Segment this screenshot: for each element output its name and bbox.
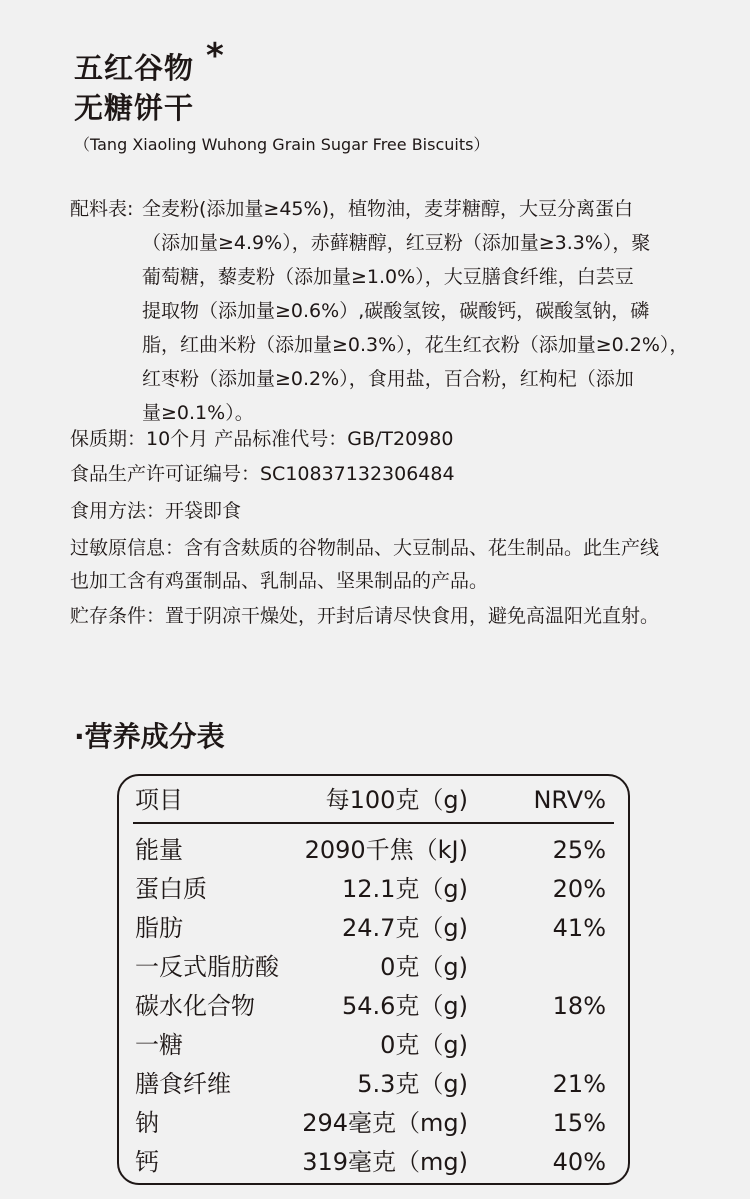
nutrition-table (117, 774, 630, 1185)
nutrient-value: 2090千焦（kJ) (304, 836, 468, 864)
storage-line: 贮存条件：置于阴凉干燥处，开封后请尽快食用，避免高温阳光直射。 (70, 605, 660, 627)
nutrient-name: 能量 (135, 836, 183, 864)
nutrient-nrv: 18% (552, 992, 606, 1020)
nutrient-name: 钠 (135, 1109, 159, 1137)
nutrient-nrv: 41% (552, 914, 606, 942)
ingredients-text (142, 192, 689, 430)
nutrient-name: 钙 (135, 1148, 159, 1176)
nutrient-value: 0克（g) (380, 953, 468, 981)
nutrient-nrv: 20% (552, 875, 606, 903)
ingredients-line: 脂，红曲米粉（添加量≥0.3%），花生红衣粉（添加量≥0.2%）， (142, 334, 689, 356)
usage-line: 食用方法：开袋即食 (70, 500, 242, 522)
header-divider (133, 822, 614, 824)
nutrient-value: 54.6克（g) (341, 992, 468, 1020)
allergen-line: 也加工含有鸡蛋制品、乳制品、坚果制品的产品。 (70, 570, 489, 592)
table-row (119, 1104, 628, 1143)
table-row (119, 870, 628, 909)
ingredients-line: 提取物（添加量≥0.6%）,碳酸氢铵，碳酸钙，碳酸氢钠，磷 (142, 300, 650, 322)
table-row (119, 1143, 628, 1182)
nutrient-name: 碳水化合物 (135, 992, 255, 1020)
nutrient-nrv: 21% (552, 1070, 606, 1098)
table-row (119, 1026, 628, 1065)
nutrient-name: 一糖 (135, 1031, 183, 1059)
header-nrv: NRV% (533, 786, 606, 814)
nutrient-value: 0克（g) (380, 1031, 468, 1059)
nutrient-nrv: 25% (552, 836, 606, 864)
product-title-line2: 无糖饼干 (74, 91, 195, 125)
nutrient-value: 294毫克（mg) (302, 1109, 468, 1137)
nutrient-value: 319毫克（mg) (302, 1148, 468, 1176)
table-row (119, 987, 628, 1026)
nutrient-nrv: 15% (552, 1109, 606, 1137)
table-row (119, 909, 628, 948)
nutrient-name: 一反式脂肪酸 (135, 953, 279, 981)
table-row (119, 831, 628, 870)
nutrient-name: 脂肪 (135, 914, 183, 942)
ingredients-line: 全麦粉(添加量≥45%)，植物油，麦芽糖醇，大豆分离蛋白 (142, 198, 633, 220)
nutrition-table-header (119, 776, 628, 824)
nutrient-name: 膳食纤维 (135, 1070, 231, 1098)
license-line: 食品生产许可证编号：SC10837132306484 (70, 463, 455, 485)
ingredients-block (70, 192, 689, 430)
table-row (119, 948, 628, 987)
header-per-100g: 每100克（g) (325, 786, 468, 814)
ingredients-line: （添加量≥4.9%），赤藓糖醇，红豆粉（添加量≥3.3%），聚 (142, 232, 651, 254)
nutrient-name: 蛋白质 (135, 875, 207, 903)
nutrient-value: 12.1克（g) (341, 875, 468, 903)
product-english-name: （Tang Xiaoling Wuhong Grain Sugar Free Biscuits） (74, 135, 490, 154)
ingredients-line: 量≥0.1%）。 (142, 402, 254, 424)
header-item: 项目 (135, 786, 183, 814)
ingredients-line: 红枣粉（添加量≥0.2%），食用盐，百合粉，红枸杞（添加 (142, 368, 634, 390)
ingredients-line: 葡萄糖，藜麦粉（添加量≥1.0%），大豆膳食纤维，白芸豆 (142, 266, 634, 288)
allergen-line: 过敏原信息：含有含麸质的谷物制品、大豆制品、花生制品。此生产线 (70, 537, 660, 559)
nutrient-nrv: 40% (552, 1148, 606, 1176)
product-title-line1: 五红谷物 (74, 51, 195, 85)
table-row (119, 1065, 628, 1104)
nutrition-section-title: ·营养成分表 (74, 720, 225, 753)
nutrient-value: 24.7克（g) (341, 914, 468, 942)
ingredients-label: 配料表: (70, 198, 134, 220)
nutrient-value: 5.3克（g) (357, 1070, 468, 1098)
shelf-life-line: 保质期：10个月 产品标准代号：GB/T20980 (70, 428, 454, 450)
asterisk-mark: * (206, 36, 224, 76)
